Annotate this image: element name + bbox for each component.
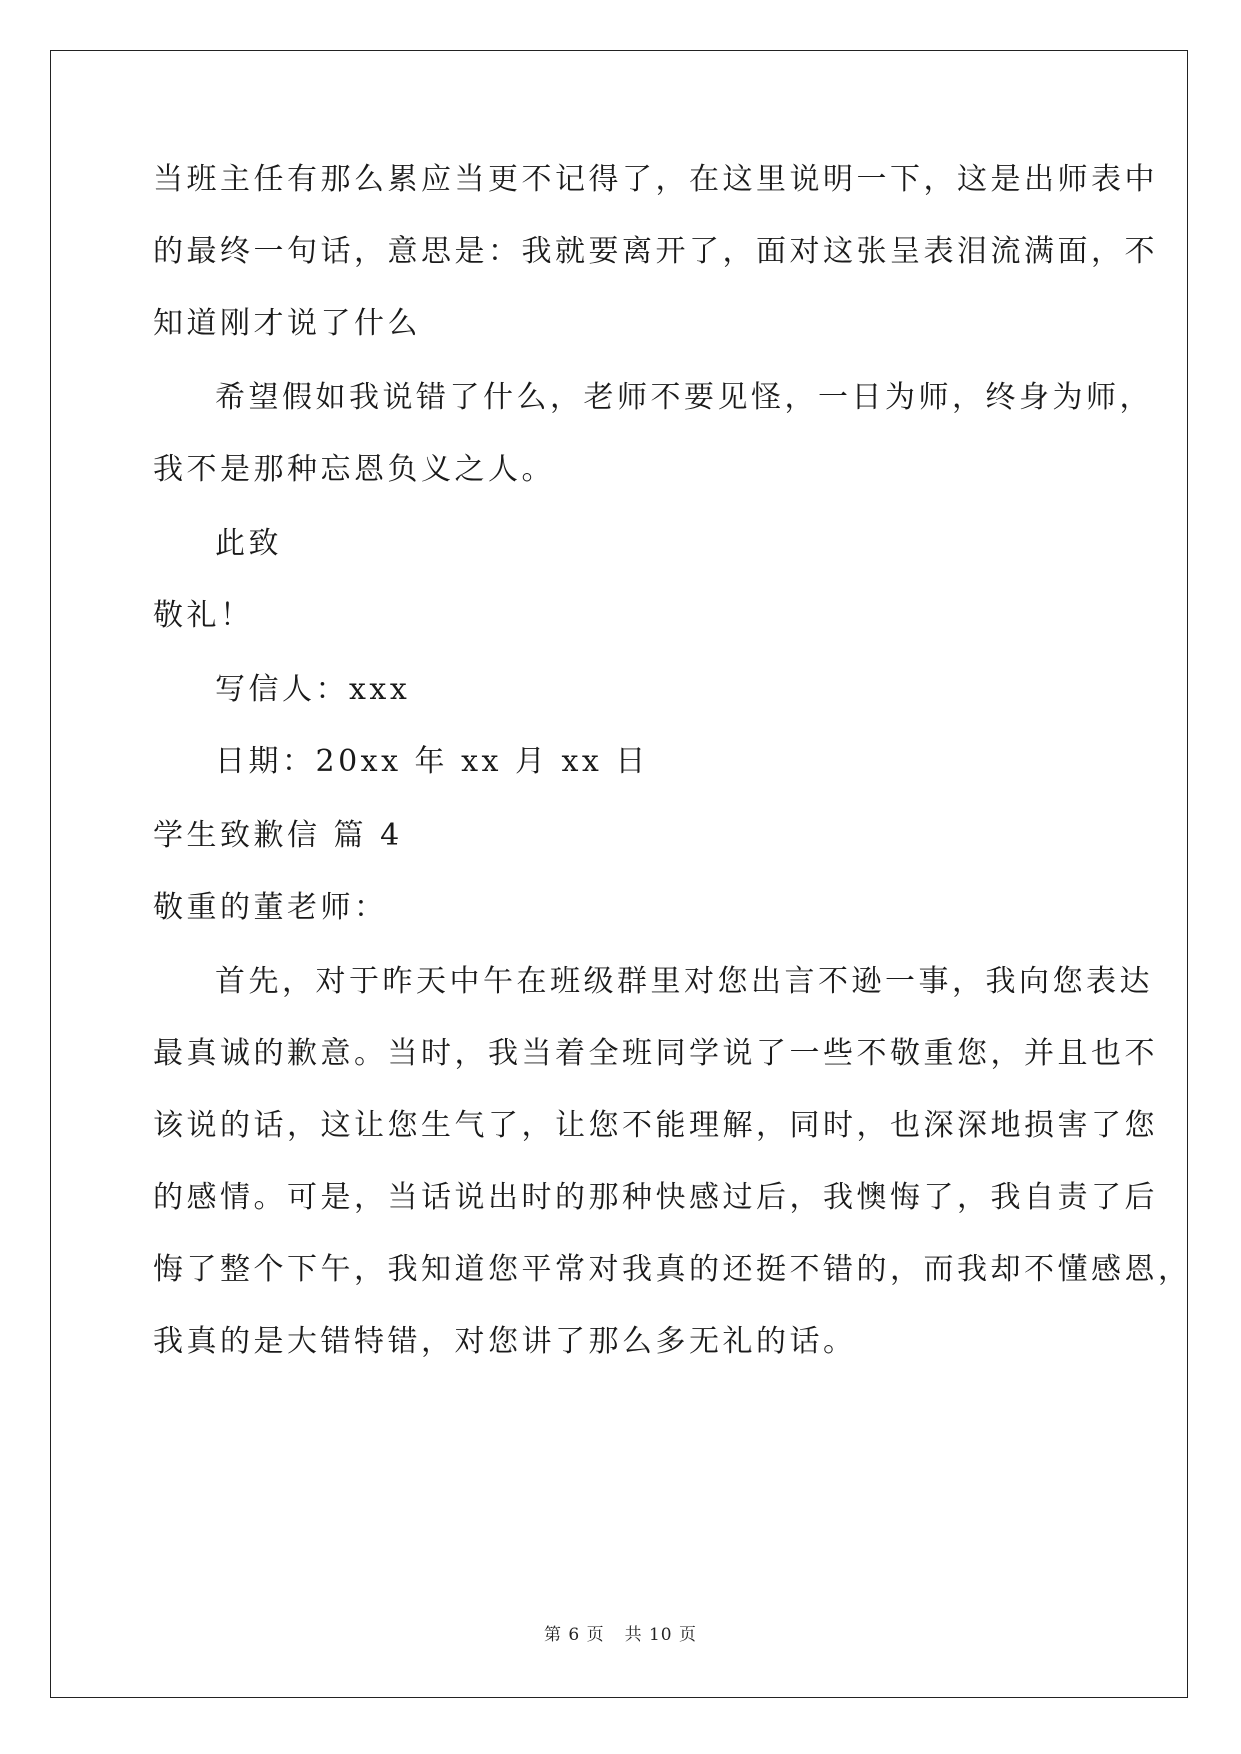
paragraph-line: 我不是那种忘恩负义之人。 [153, 452, 555, 487]
paragraph-line: 希望假如我说错了什么，老师不要见怪，一日为师，终身为师， [215, 380, 1153, 415]
paragraph-line: 我真的是大错特错，对您讲了那么多无礼的话。 [153, 1324, 857, 1359]
closing-respect: 敬礼！ [153, 598, 254, 633]
paragraph-line: 当班主任有那么累应当更不记得了，在这里说明一下，这是出师表中 [153, 162, 1158, 197]
signature-date: 日期：20xx 年 xx 月 xx 日 [215, 744, 649, 779]
page-border [50, 50, 1188, 1698]
signature-writer: 写信人：xxx [215, 672, 411, 707]
paragraph-line: 该说的话，这让您生气了，让您不能理解，同时，也深深地损害了您 [153, 1108, 1158, 1143]
paragraph-line: 首先，对于昨天中午在班级群里对您出言不逊一事，我向您表达 [215, 964, 1153, 999]
letter-greeting: 敬重的董老师： [153, 890, 388, 925]
total-pages-label: 共 10 页 [624, 1625, 698, 1645]
page-footer [0, 1620, 1241, 1645]
paragraph-line: 的感情。可是，当话说出时的那种快感过后，我懊悔了，我自责了后 [153, 1180, 1158, 1215]
paragraph-line: 悔了整个下午，我知道您平常对我真的还挺不错的，而我却不懂感恩， [153, 1252, 1192, 1287]
closing-salutation: 此致 [215, 526, 282, 561]
paragraph-line: 的最终一句话，意思是：我就要离开了，面对这张呈表泪流满面，不 [153, 234, 1158, 269]
paragraph-line: 知道刚才说了什么 [153, 306, 421, 341]
section-heading: 学生致歉信 篇 4 [153, 818, 403, 853]
paragraph-line: 最真诚的歉意。当时，我当着全班同学说了一些不敬重您，并且也不 [153, 1036, 1158, 1071]
current-page-label: 第 6 页 [543, 1625, 605, 1645]
